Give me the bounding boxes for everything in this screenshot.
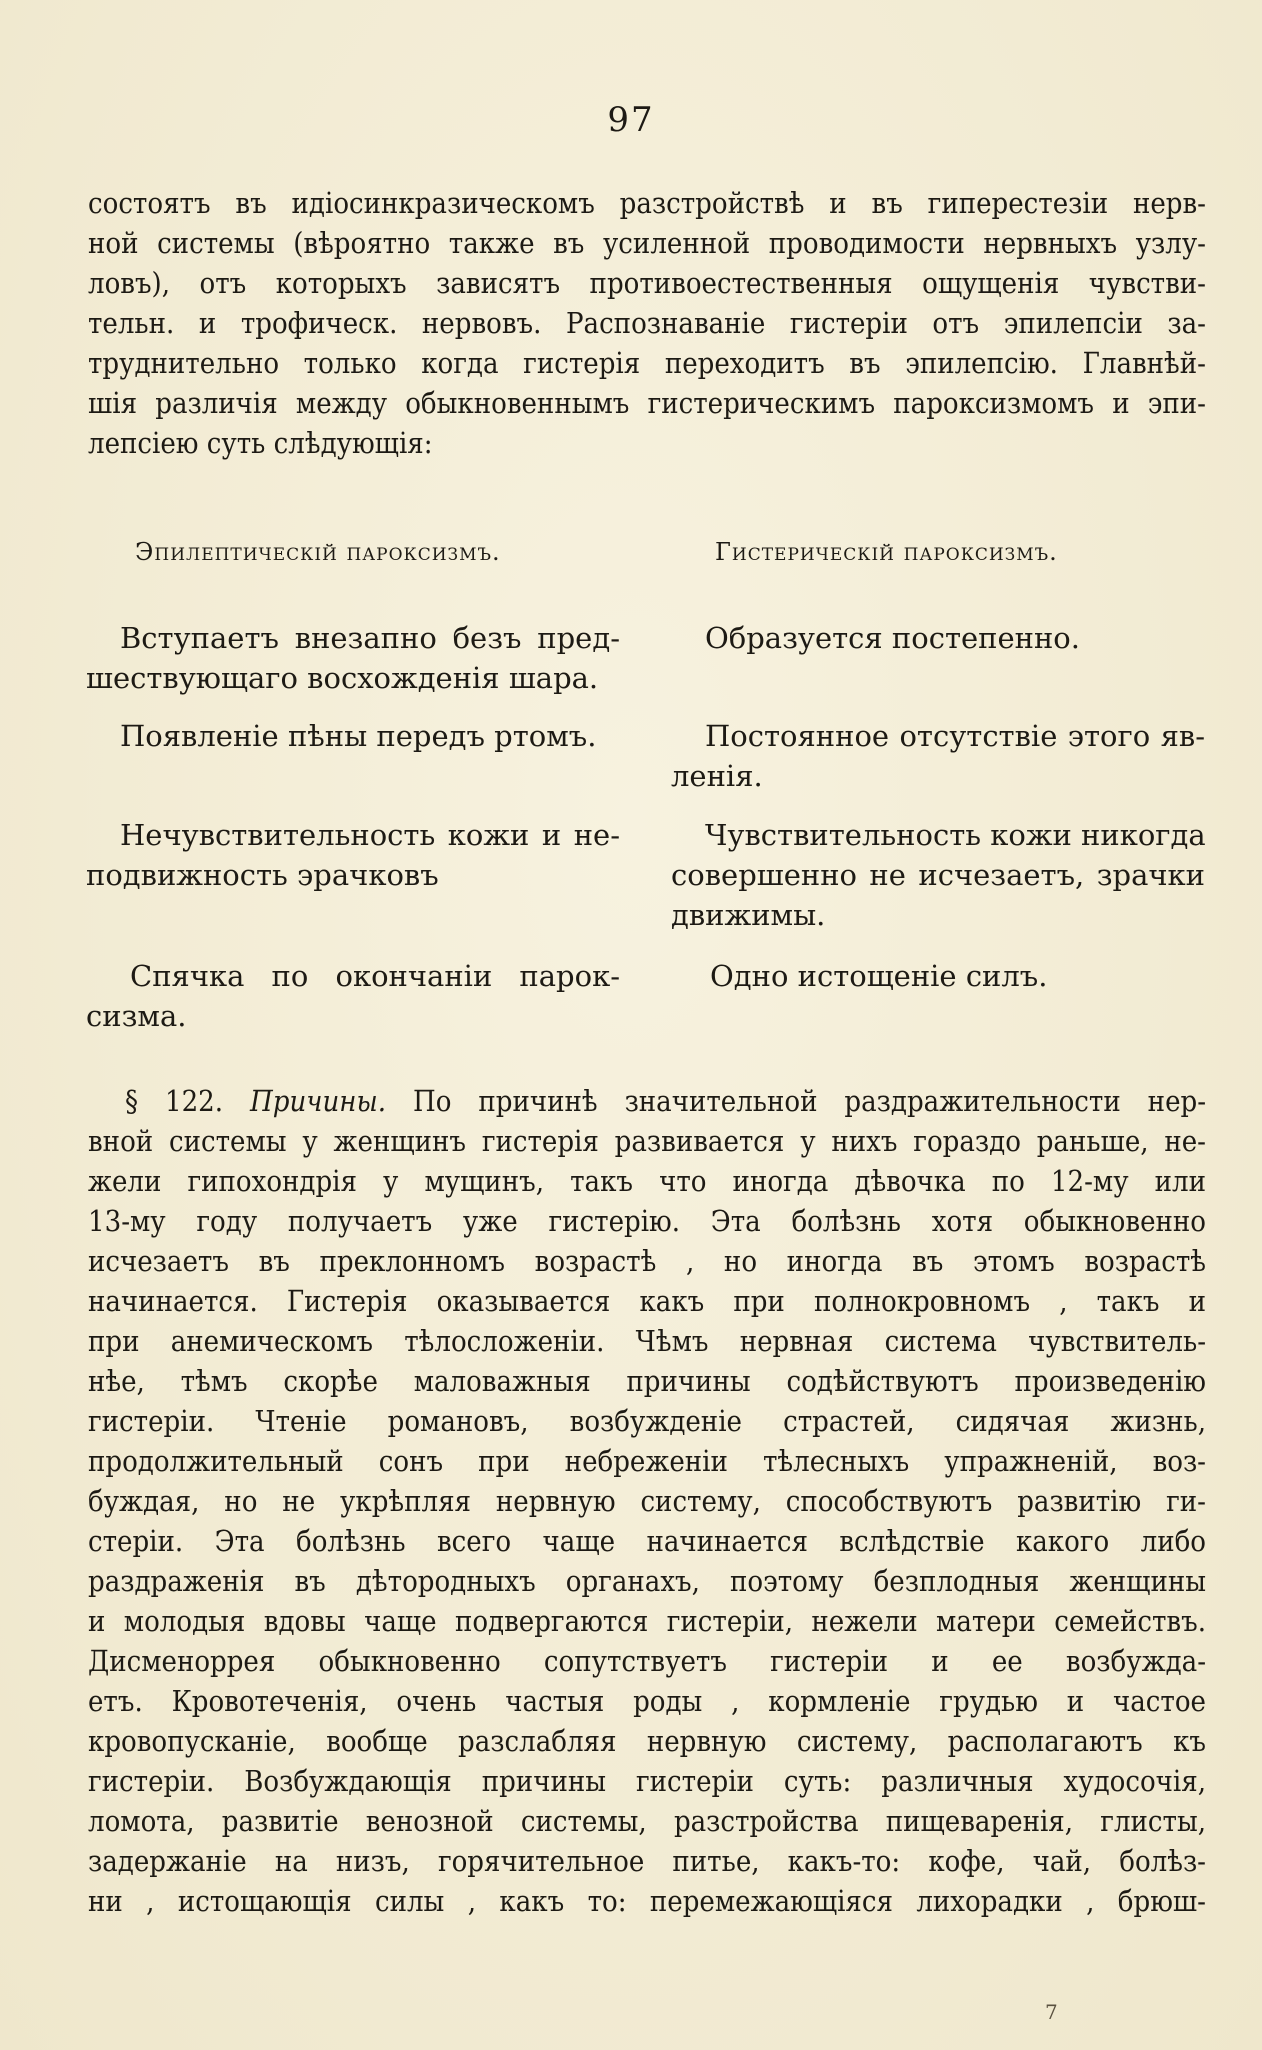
intro-line: тельн. и трофическ. нервовъ. Распознаваніе гистеріи отъ эпилепсіи за- bbox=[88, 306, 1206, 340]
cell-line: шествующаго восхожденія шара. bbox=[86, 661, 599, 695]
table-row-1-left bbox=[86, 618, 620, 698]
table-row-2-left bbox=[120, 716, 620, 756]
cell-line: Образуется постепенно. bbox=[705, 621, 1080, 655]
section-heading-line bbox=[125, 1083, 1206, 1119]
table-row-3-left bbox=[86, 815, 620, 895]
cell-line: сизма. bbox=[86, 999, 187, 1033]
section-line: ни , истощающія силы , какъ то: перемежающіяся лихорадки , брюш- bbox=[88, 1884, 1206, 1918]
intro-line: ловъ), отъ которыхъ зависятъ противоестественныя ощущенія чувстви- bbox=[88, 266, 1206, 300]
table-row-1-right bbox=[705, 618, 1205, 658]
signature-mark: 7 bbox=[1045, 2000, 1058, 2024]
cell-line: движимы. bbox=[671, 898, 826, 932]
cell-line: Постоянное отсутствіе этого яв- bbox=[705, 719, 1205, 753]
section-line: и молодыя вдовы чаще подвергаются гистеріи, нежели матери семействъ. bbox=[88, 1604, 1206, 1638]
section-line: ломота, развитіе венозной системы, разстройства пищеваренія, глисты, bbox=[88, 1804, 1206, 1838]
section-title: Причины. bbox=[250, 1084, 387, 1118]
table-row-4-left bbox=[86, 956, 620, 1036]
cell-line: совершенно не исчезаетъ, зрачки bbox=[671, 858, 1205, 892]
section-first-line: По причинѣ значительной раздражительности нер- bbox=[413, 1084, 1207, 1118]
section-line: стеріи. Эта болѣзнь всего чаще начинается вслѣдствіе какого либо bbox=[88, 1524, 1206, 1558]
page-number: 97 bbox=[607, 100, 655, 140]
section-line: задержаніе на низъ, горячительное питье, какъ-то: кофе, чай, болѣз- bbox=[88, 1844, 1206, 1878]
section-line: кровопусканіе, вообще разслабляя нервную систему, располагаютъ къ bbox=[88, 1724, 1206, 1758]
section-line: гистеріи. Чтеніе романовъ, возбужденіе страстей, сидячая жизнь, bbox=[88, 1404, 1206, 1438]
section-number: § 122. bbox=[125, 1084, 224, 1118]
section-line: гистеріи. Возбуждающія причины гистеріи суть: различныя худосочія, bbox=[88, 1764, 1206, 1798]
left-column-header: Эпилептическій пароксизмъ. bbox=[135, 538, 501, 566]
cell-line: Чувствительность кожи никогда bbox=[705, 818, 1206, 852]
table-row-3-right bbox=[671, 815, 1206, 935]
section-line: буждая, но не укрѣпляя нервную систему, способствуютъ развитію ги- bbox=[88, 1484, 1206, 1518]
intro-line: лепсіею суть слѣдующія: bbox=[88, 426, 433, 460]
cell-line: Одно истощеніе силъ. bbox=[710, 959, 1048, 993]
table-row-4-right bbox=[710, 956, 1210, 996]
section-line: етъ. Кровотеченія, очень частыя роды , кормленіе грудью и частое bbox=[88, 1684, 1206, 1718]
intro-line: шія различія между обыкновеннымъ гистерическимъ пароксизмомъ и эпи- bbox=[88, 386, 1206, 420]
section-line: вной системы у женщинъ гистерія развивается у нихъ гораздо раньше, не- bbox=[88, 1124, 1206, 1158]
intro-line: труднительно только когда гистерія переходитъ въ эпилепсію. Главнѣй- bbox=[88, 346, 1206, 380]
section-line: раздраженія въ дѣтородныхъ органахъ, поэтому безплодныя женщины bbox=[88, 1564, 1206, 1598]
section-line: Дисменоррея обыкновенно сопутствуетъ гистеріи и ее возбужда- bbox=[88, 1644, 1206, 1678]
cell-line: Вступаетъ внезапно безъ пред- bbox=[120, 621, 620, 655]
cell-line: подвижность эрачковъ bbox=[86, 858, 439, 892]
cell-line: ленія. bbox=[671, 759, 763, 793]
table-row-2-right bbox=[671, 716, 1205, 796]
cell-line: Спячка по окончаніи парок- bbox=[130, 959, 620, 993]
intro-line: ной системы (вѣроятно также въ усиленной проводимости нервныхъ узлу- bbox=[88, 226, 1206, 260]
section-line: исчезаетъ въ преклонномъ возрастѣ , но иногда въ этомъ возрастѣ bbox=[88, 1244, 1206, 1278]
section-line: продолжительный сонъ при небреженіи тѣлесныхъ упражненій, воз- bbox=[88, 1444, 1206, 1478]
intro-line: состоятъ въ идіосинкразическомъ разстройствѣ и въ гиперестезіи нерв- bbox=[88, 186, 1206, 220]
section-line: нѣе, тѣмъ скорѣе маловажныя причины содѣйствуютъ произведенію bbox=[88, 1364, 1206, 1398]
section-line: 13-му году получаетъ уже гистерію. Эта болѣзнь хотя обыкновенно bbox=[88, 1204, 1206, 1238]
section-line: начинается. Гистерія оказывается какъ при полнокровномъ , такъ и bbox=[88, 1284, 1206, 1318]
cell-line: Появленіе пѣны передъ ртомъ. bbox=[120, 719, 597, 753]
section-line: при анемическомъ тѣлосложеніи. Чѣмъ нервная система чувствитель- bbox=[88, 1324, 1206, 1358]
right-column-header: Гистерическій пароксизмъ. bbox=[715, 538, 1058, 566]
section-line: жели гипохондрія у мущинъ, такъ что иногда дѣвочка по 12-му или bbox=[88, 1164, 1206, 1198]
cell-line: Нечувствительность кожи и не- bbox=[120, 818, 620, 852]
